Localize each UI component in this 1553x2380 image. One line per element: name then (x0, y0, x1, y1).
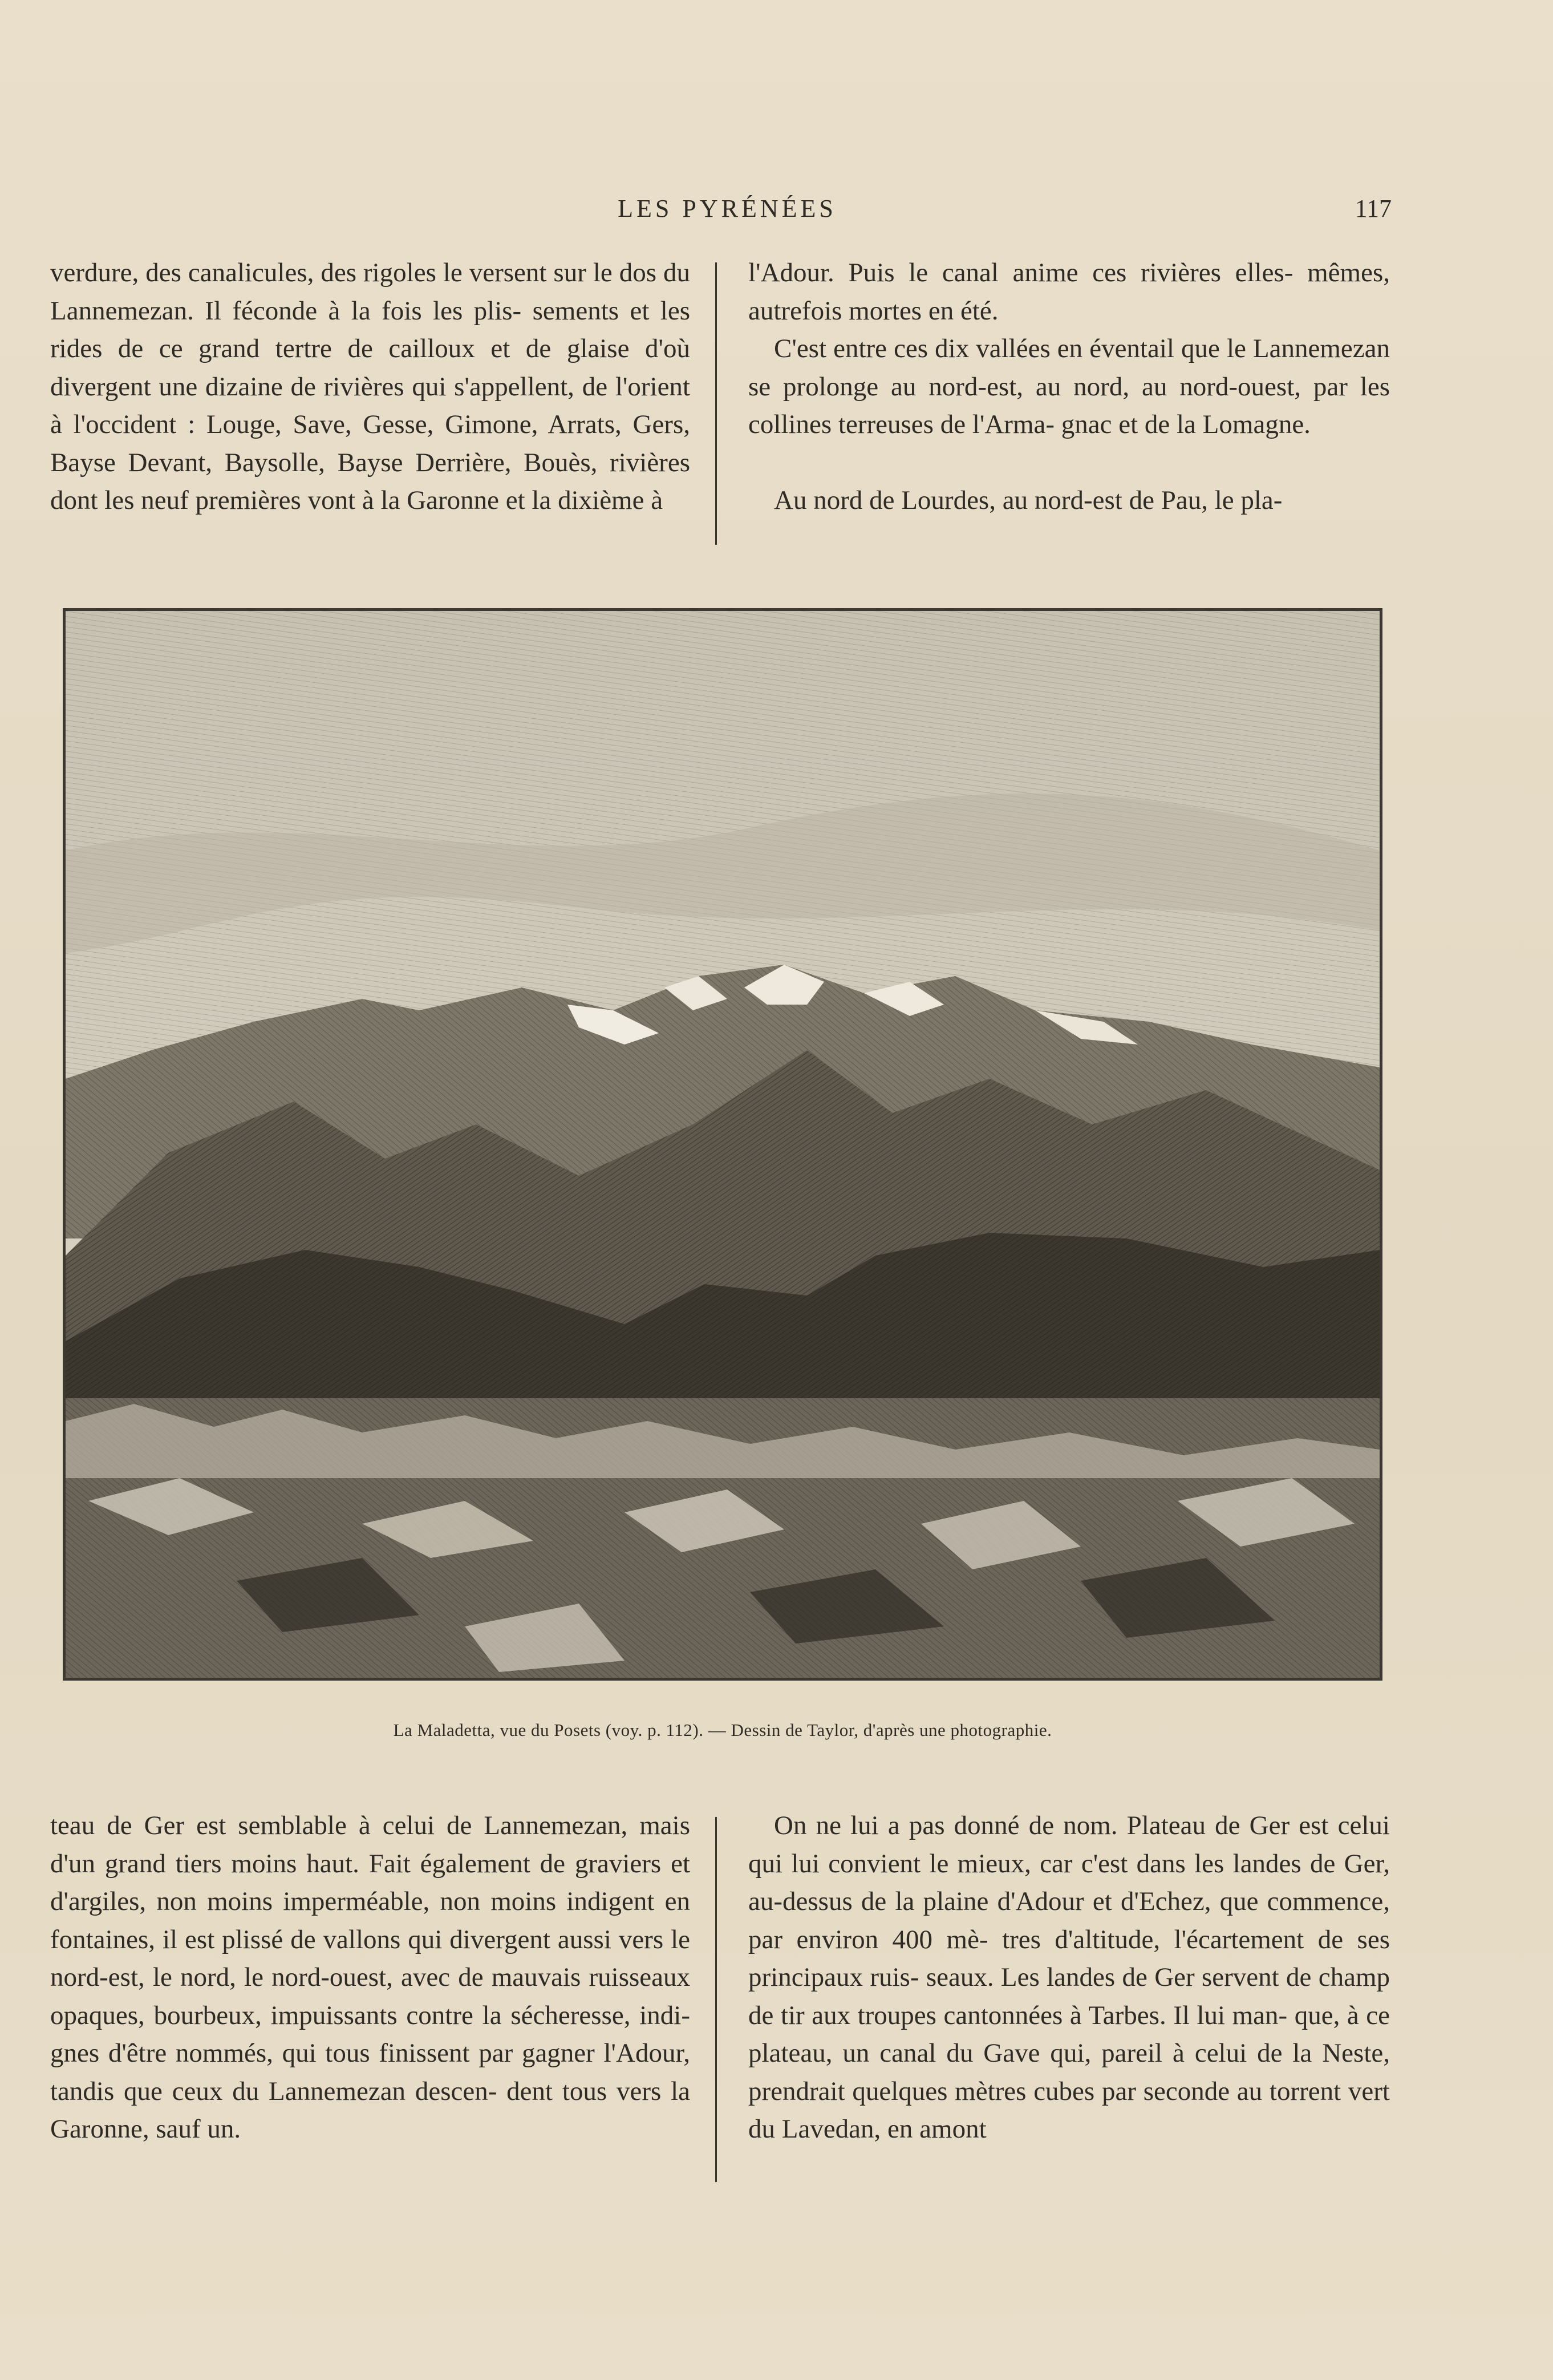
text-line: les landes de Ger, au-dessus de la plaine d'Adour (748, 1848, 1390, 1916)
figure-caption: La Maladetta, vue du Posets (voy. p. 112). — Dessin de Taylor, d'après une photographie. (393, 1720, 1052, 1740)
text-line: et d'Echez, que commence, par environ 400 mè- (748, 1887, 1390, 1954)
text-line: gnac et de la Lomagne. (1061, 410, 1311, 439)
text-line: de graviers et d'argiles, non moins imperméable, (50, 1848, 690, 1916)
text-line: Au nord de Lourdes, au nord-est de Pau, le pla- (774, 485, 1283, 515)
text-line: nord-ouest, par les collines terreuses de l'Arma- (748, 371, 1390, 439)
text-line: dent tous vers la Garonne, sauf un. (50, 2076, 690, 2144)
column-rule (715, 262, 717, 545)
text-line: vallons qui divergent aussi vers le nord-est, le nord, (50, 1924, 690, 1992)
paragraph (748, 254, 1390, 330)
text-line: seaux. Les landes de Ger servent de champ de (748, 1962, 1390, 2030)
page-header (63, 191, 1392, 231)
text-line: Baysolle, Bayse Derrière, Bouès, rivières dont les (50, 447, 690, 515)
text-line: et de glaise d'où divergent une dizaine de rivières (50, 334, 690, 402)
text-line: C'est entre ces dix vallées en éventail que le (774, 334, 1253, 363)
paragraph (748, 330, 1390, 444)
engraving-image (66, 611, 1380, 1678)
paragraph (50, 1807, 690, 2148)
text-line: sements et les rides de ce grand tertre de cailloux (50, 296, 690, 363)
text-line: bourbeux, impuissants contre la sécheresse, indi- (153, 2000, 691, 2030)
text-line: mêmes, autrefois mortes en été. (748, 258, 1390, 326)
text-line: mais d'un grand tiers moins haut. Fait également (50, 1811, 690, 1879)
page-number: 117 (1355, 195, 1392, 222)
text-line: neuf premières vont à la Garonne et la dixième à (141, 485, 663, 515)
bottom-left-column (50, 1807, 690, 2148)
text-line: On ne lui a pas donné de nom. Plateau de Ger (774, 1811, 1299, 1840)
text-line: verdure, des canalicules, des rigoles le versent sur (50, 258, 593, 288)
paragraph (748, 481, 1390, 520)
engraving-maladetta (63, 608, 1382, 1681)
text-line: est celui qui lui convient le mieux, car c'est dans (748, 1811, 1390, 1879)
text-line: tres d'altitude, l'écartement de ses principaux ruis- (748, 1924, 1390, 1992)
text-line: par seconde au torrent vert du Lavedan, en amont (748, 2076, 1390, 2144)
text-line: gnes d'être nommés, qui tous finissent par gagner (50, 2038, 604, 2068)
text-line: Lannemezan se prolonge au nord-est, au nord, au (748, 334, 1390, 402)
text-line: non moins indigent en fontaines, il est plissé de (50, 1887, 690, 1954)
text-line: teau de Ger est semblable à celui de Lannemezan, (50, 1811, 640, 1840)
running-title: LES PYRÉNÉES (618, 195, 837, 222)
text-line: tir aux troupes cantonnées à Tarbes. Il lui man- (780, 2000, 1295, 2030)
column-rule (715, 1817, 717, 2182)
text-line: le dos du Lannemezan. Il féconde à la fois les plis- (50, 258, 690, 326)
text-line: le nord-ouest, avec de mauvais ruisseaux opaques, (50, 1962, 690, 2030)
text-line: celui de la Neste, prendrait quelques mètres cubes (748, 2038, 1390, 2106)
text-line: l'Adour, tandis que ceux du Lannemezan descen- (50, 2038, 690, 2106)
text-line: l'Adour. Puis le canal anime ces rivières elles- (748, 258, 1308, 288)
top-right-column (748, 254, 1390, 519)
paragraph (50, 254, 690, 520)
top-left-column (50, 254, 690, 520)
text-line: que, à ce plateau, un canal du Gave qui, pareil à (748, 2000, 1390, 2068)
paragraph (748, 1807, 1390, 2148)
bottom-right-column (748, 1807, 1390, 2148)
text-line: Save, Gesse, Gimone, Arrats, Gers, Bayse Devant, (50, 410, 690, 477)
text-line: qui s'appellent, de l'orient à l'occident : Louge, (50, 371, 690, 439)
